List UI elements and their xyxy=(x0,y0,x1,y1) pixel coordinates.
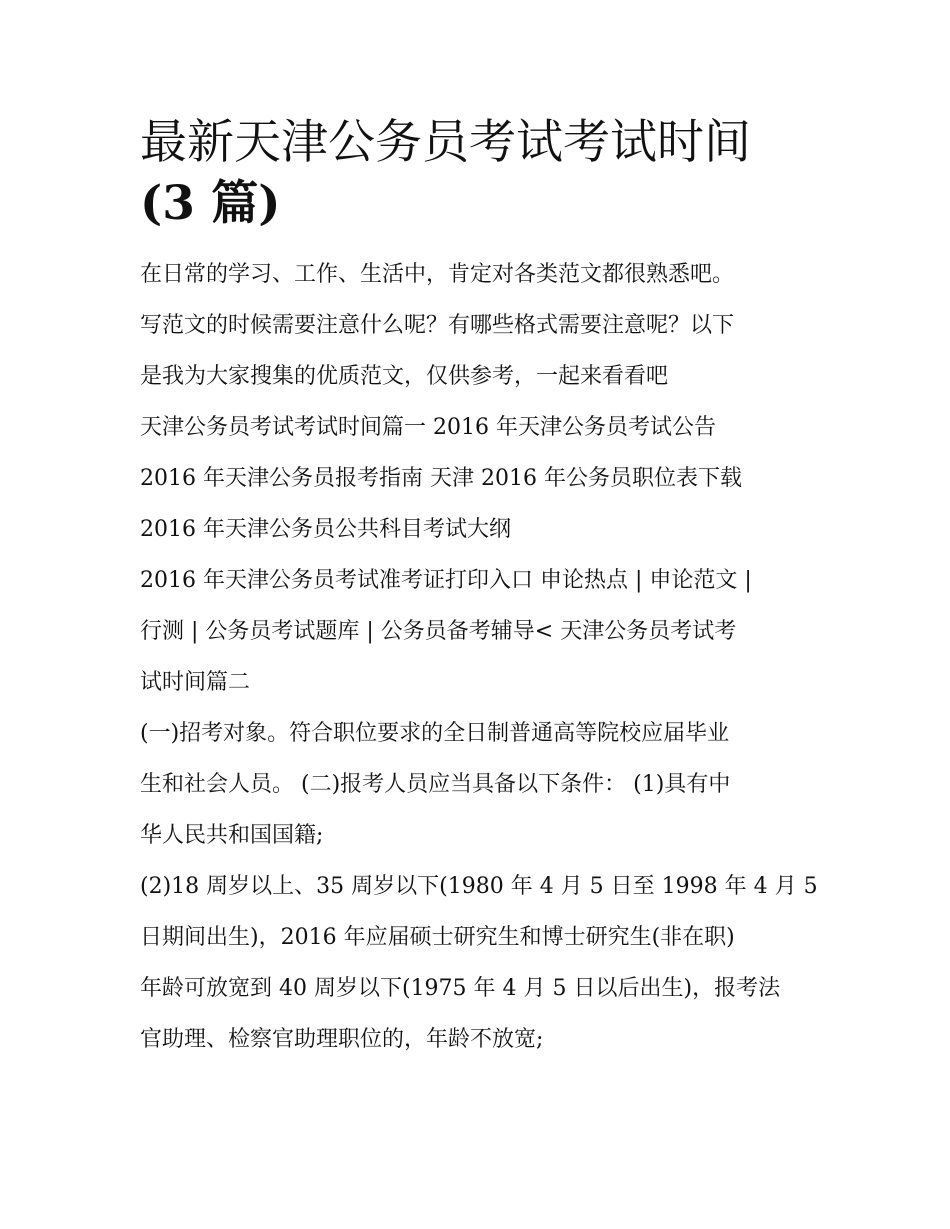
document-page xyxy=(140,112,820,1065)
body-line: 写范文的时候需要注意什么呢？有哪些格式需要注意呢？以下 xyxy=(140,313,735,338)
body-line: 年龄可放宽到 40 周岁以下(1975 年 4 月 5 日以后出生)，报考法 xyxy=(140,976,781,1001)
body-line: 2016 年天津公务员考试准考证打印入口 申论热点 | 申论范文 | xyxy=(140,568,752,593)
document-body xyxy=(140,249,820,1065)
body-line: 在日常的学习、工作、生活中，肯定对各类范文都很熟悉吧。 xyxy=(140,262,735,287)
body-line: 官助理、检察官助理职位的，年龄不放宽; xyxy=(140,1027,544,1052)
body-line: 2016 年天津公务员公共科目考试大纲 xyxy=(140,517,511,542)
body-line: 日期间出生)，2016 年应届硕士研究生和博士研究生(非在职) xyxy=(140,925,735,950)
title-line: (3 篇) xyxy=(140,176,281,231)
body-line: 行测 | 公务员考试题库 | 公务员备考辅导< 天津公务员考试考 xyxy=(140,619,737,644)
body-line: 生和社会人员。 (二)报考人员应当具备以下条件： (1)具有中 xyxy=(140,772,731,797)
title-line: 最新天津公务员考试考试时间 xyxy=(140,115,751,170)
body-line: 天津公务员考试考试时间篇一 2016 年天津公务员考试公告 xyxy=(140,415,716,440)
body-line: 华人民共和国国籍; xyxy=(140,823,324,848)
body-line: (2)18 周岁以上、35 周岁以下(1980 年 4 月 5 日至 1998 年 4 月 5 xyxy=(140,874,818,899)
document-title xyxy=(140,112,820,234)
body-line: 2016 年天津公务员报考指南 天津 2016 年公务员职位表下载 xyxy=(140,466,742,491)
body-line: (一)招考对象。符合职位要求的全日制普通高等院校应届毕业 xyxy=(140,721,730,746)
body-line: 是我为大家搜集的优质范文，仅供参考，一起来看看吧 xyxy=(140,364,669,389)
body-line: 试时间篇二 xyxy=(140,670,251,695)
